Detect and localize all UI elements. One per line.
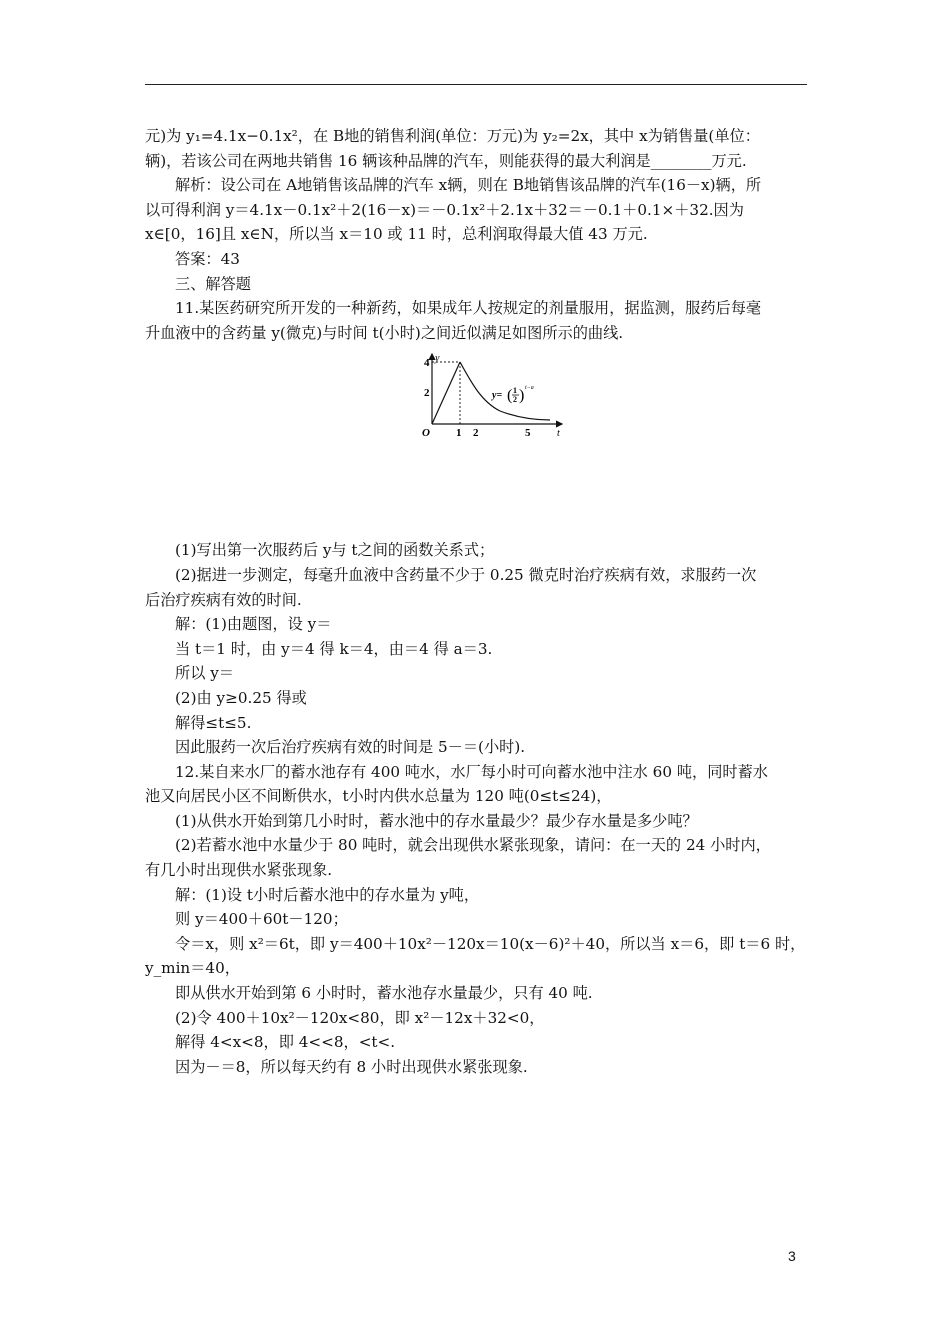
x-tick-5: 5 <box>525 427 531 439</box>
text-line: 因为－＝8，所以每天约有 8 小时出现供水紧张现象. <box>175 1057 528 1076</box>
text-line: 解得 4<x<8，即 4<<8，<t<. <box>175 1033 396 1052</box>
x-tick-2: 2 <box>473 427 479 439</box>
x-axis-label: t <box>557 428 560 439</box>
text-line: 答案：43 <box>175 249 240 268</box>
text-line: 解：(1)设 t小时后蓄水池中的存水量为 y吨， <box>175 885 480 904</box>
text-line: 解得≤t≤5. <box>175 713 252 732</box>
text-line: 元)为 y₁=4.1x−0.1x²，在 B地的销售利润(单位：万元)为 y₂=2x，其中 x为销售量(单位： <box>145 127 760 145</box>
concentration-curve-graph <box>420 350 570 440</box>
text-line: 12.某自来水厂的蓄水池存有 400 吨水，水厂每小时可向蓄水池中注水 60 吨，同时蓄水 <box>175 762 768 781</box>
text-line: (2)由 y≥0.25 得或 <box>175 688 307 707</box>
text-block-before-figure <box>145 124 807 345</box>
curve-equation-label <box>491 385 534 404</box>
text-line: 辆)，若该公司在两地共销售 16 辆该种品牌的汽车，则能获得的最大利润是________万元. <box>145 151 747 170</box>
document-body <box>145 124 807 1079</box>
text-line: (1)从供水开始到第几小时时，蓄水池中的存水量最少？最少存水量是多少吨？ <box>175 811 698 830</box>
text-line: 升血液中的含药量 y(微克)与时间 t(小时)之间近似满足如图所示的曲线. <box>145 323 624 342</box>
x-tick-1: 1 <box>456 427 462 439</box>
text-line: 因此服药一次后治疗疾病有效的时间是 5－＝(小时). <box>175 738 526 757</box>
text-line: 11.某医药研究所开发的一种新药，如果成年人按规定的剂量服用，据监测，服药后每毫 <box>175 299 762 318</box>
y-axis-label: y <box>435 353 440 364</box>
text-line: 解析：设公司在 A地销售该品牌的汽车 x辆，则在 B地销售该品牌的汽车(16－x)辆，所 <box>175 176 762 195</box>
curve-label-right-paren: ) <box>519 387 525 404</box>
text-line: 解：(1)由题图，设 y＝ <box>175 615 332 634</box>
y-tick-4: 4 <box>424 357 430 369</box>
rising-segment <box>432 362 460 424</box>
text-line: 以可得利润 y＝4.1x－0.1x²＋2(16－x)＝－0.1x²＋2.1x＋32＝－0.1＋0.1×＋32.因为 <box>145 200 744 219</box>
text-line: 后治疗疾病有效的时间. <box>145 590 302 609</box>
decay-curve <box>460 362 550 420</box>
curve-label-denominator: 2 <box>513 395 517 404</box>
text-line: (2)若蓄水池中水量少于 80 吨时，就会出现供水紧张现象，请问：在一天的 24 小时内， <box>175 836 771 855</box>
text-line: (2)令 400＋10x²－120x<80，即 x²－12x＋32<0， <box>175 1008 545 1027</box>
text-line: 当 t＝1 时，由 y＝4 得 k＝4，由＝4 得 a＝3. <box>175 639 493 658</box>
text-line: x∈[0，16]且 x∈N，所以当 x＝10 或 11 时，总利润取得最大值 43 万元. <box>145 225 648 244</box>
y-tick-2: 2 <box>424 387 430 399</box>
curve-label-base: y= <box>492 390 503 401</box>
page-number: 3 <box>788 1248 796 1264</box>
text-line: 即从供水开始到第 6 小时时，蓄水池存水量最少，只有 40 吨. <box>175 984 593 1003</box>
text-line: y_min＝40， <box>145 959 240 978</box>
text-block-after-figure <box>145 538 807 1079</box>
text-line: 有几小时出现供水紧张现象. <box>145 861 333 880</box>
text-line: 池又向居民小区不间断供水，t小时内供水总量为 120 吨(0≤t≤24)， <box>145 787 612 806</box>
text-line: (2)据进一步测定，每毫升血液中含药量不少于 0.25 微克时治疗疾病有效，求服药一次 <box>175 565 757 584</box>
curve-label-exponent: t−a <box>525 385 534 391</box>
curve-label-numerator: 1 <box>513 386 517 395</box>
curve-label-left-paren: ( <box>507 387 513 404</box>
text-line: 令＝x，则 x²＝6t，即 y＝400＋10x²－120x＝10(x－6)²＋40，所以当 x＝6，即 t＝6 时， <box>175 934 806 953</box>
header-rule <box>145 84 807 85</box>
text-line: (1)写出第一次服药后 y与 t之间的函数关系式； <box>175 541 495 560</box>
text-line: 三、解答题 <box>175 274 251 293</box>
text-line: 所以 y＝ <box>175 664 234 683</box>
origin-label: O <box>422 427 430 439</box>
drug-concentration-figure <box>420 350 570 440</box>
text-line: 则 y＝400＋60t－120； <box>175 910 348 929</box>
